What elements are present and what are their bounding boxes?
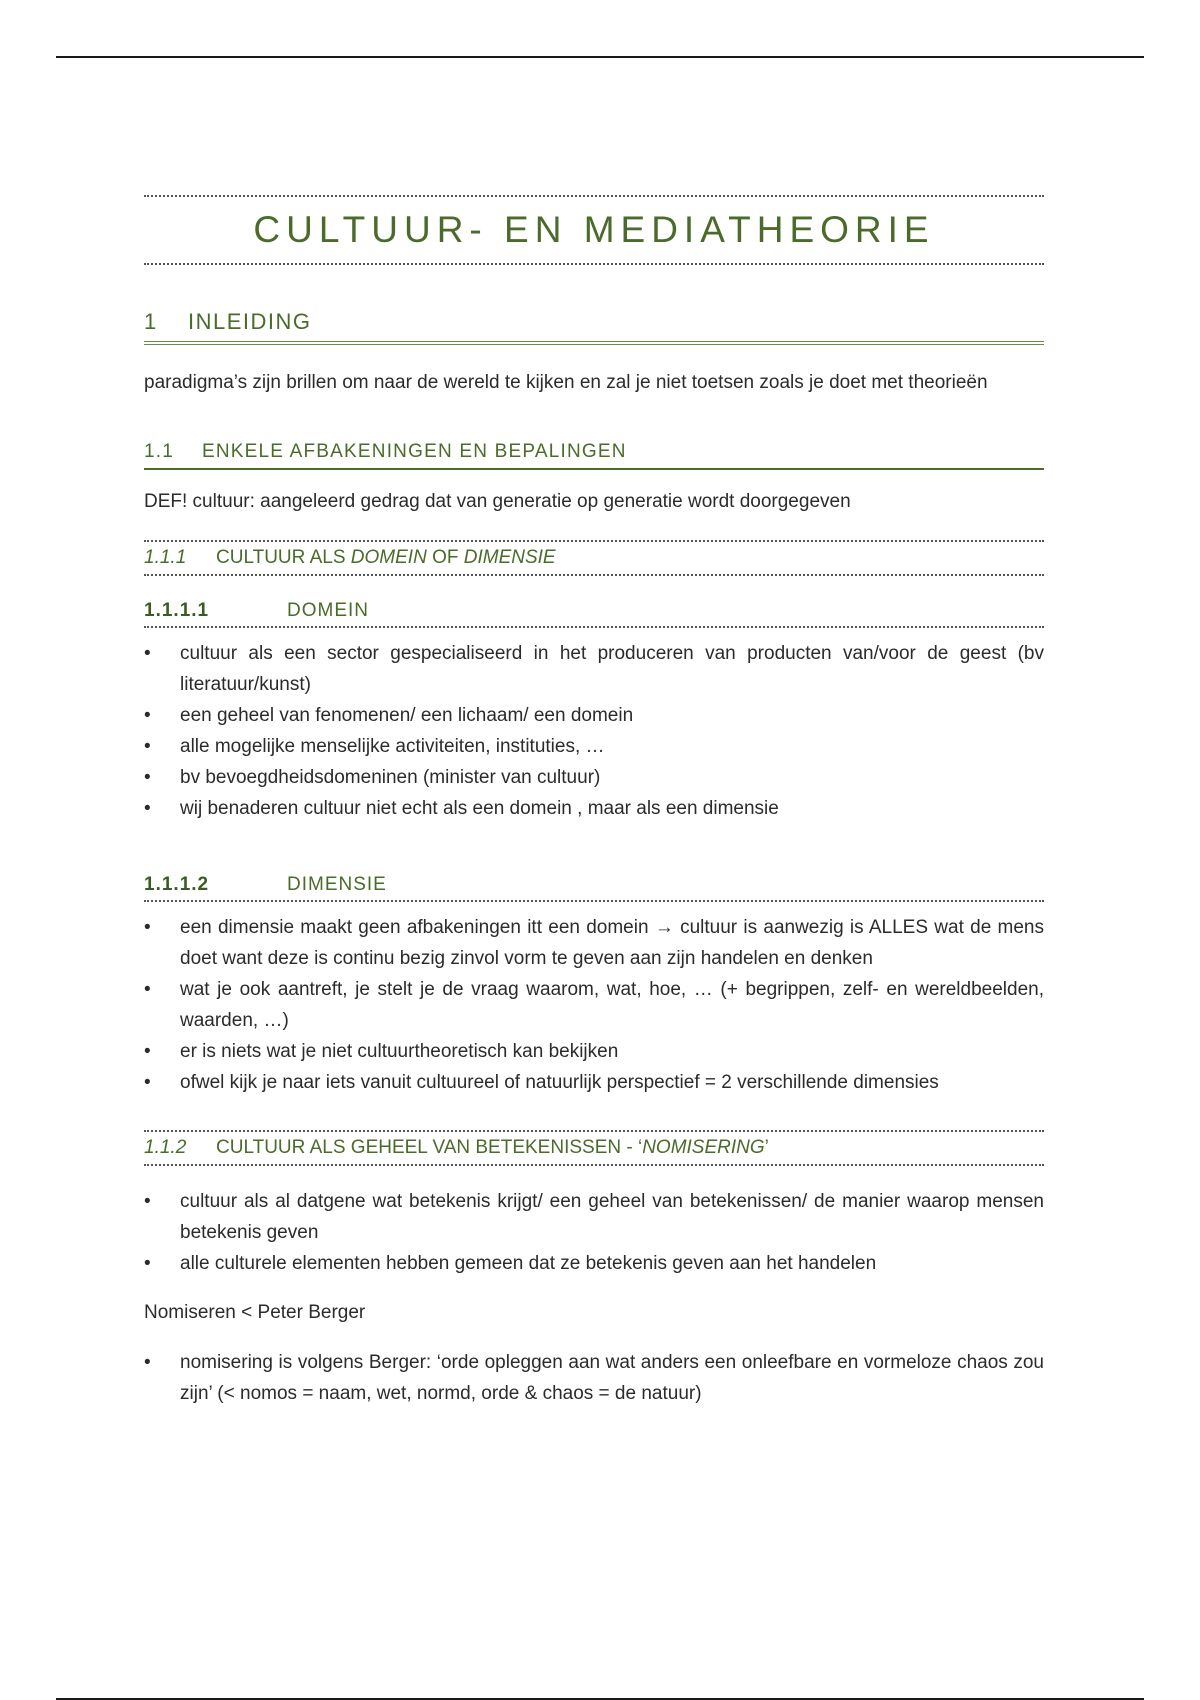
list-item: • alle culturele elementen hebben gemeen dat ze betekenis geven aan het handelen — [144, 1248, 1044, 1279]
list-item: • cultuur als al datgene wat betekenis krijgt/ een geheel van betekenissen/ de manier waarop mensen betekenis geven — [144, 1186, 1044, 1248]
heading-1-1-2-text — [216, 1137, 769, 1159]
list-item: • alle mogelijke menselijke activiteiten, instituties, … — [144, 731, 1044, 762]
heading-1-1-1 — [144, 540, 1044, 576]
list-item — [144, 912, 1044, 974]
heading-1-1-1-1 — [144, 600, 1044, 628]
heading-text-part: OF — [426, 547, 464, 568]
document-title: CULTUUR- EN MEDIATHEORIE — [253, 209, 935, 250]
betekenis-bullet-list — [144, 1186, 1044, 1279]
heading-1-1-1-1-text: DOMEIN — [287, 600, 369, 621]
heading-1-1-1-2-number: 1.1.1.2 — [144, 874, 210, 895]
title-block — [144, 195, 1044, 265]
arrow-right-icon: → — [654, 917, 674, 938]
heading-emphasis: DIMENSIE — [463, 547, 556, 568]
heading-emphasis: NOMISERING — [642, 1137, 765, 1158]
heading-text-part: ’ — [764, 1137, 769, 1158]
heading-1-text: INLEIDING — [188, 309, 312, 334]
heading-1-1-1-2 — [144, 874, 1044, 902]
list-item-text: een dimensie maakt geen afbakeningen itt een domein — [180, 917, 655, 938]
heading-emphasis: DOMEIN — [350, 547, 427, 568]
domein-bullet-list — [144, 638, 1044, 824]
list-item: • wij benaderen cultuur niet echt als een domein , maar als een dimensie — [144, 793, 1044, 824]
heading-1-1-1-text — [216, 547, 556, 569]
list-item: • een geheel van fenomenen/ een lichaam/ een domein — [144, 700, 1044, 731]
dimensie-bullet-list — [144, 912, 1044, 1098]
heading-1-1-1-number: 1.1.1 — [144, 547, 187, 568]
list-item: • cultuur als een sector gespecialiseerd in het produceren van producten van/voor de geest (bv literatuur/kunst) — [144, 638, 1044, 700]
heading-1 — [144, 309, 1044, 345]
heading-1-1 — [144, 441, 1044, 470]
heading-1-1-1-2-text: DIMENSIE — [287, 874, 387, 895]
nomiseren-paragraph: Nomiseren < Peter Berger — [144, 1302, 366, 1323]
intro-paragraph: paradigma’s zijn brillen om naar de wereld te kijken en zal je niet toetsen zoals je doet met theorieën — [144, 372, 988, 393]
page-top-rule — [56, 56, 1144, 58]
list-item: • ofwel kijk je naar iets vanuit cultuureel of natuurlijk perspectief = 2 verschillende dimensies — [144, 1067, 1044, 1098]
heading-text-part: CULTUUR ALS GEHEEL VAN BETEKENISSEN - ‘ — [216, 1137, 643, 1158]
list-item: • nomisering is volgens Berger: ‘orde opleggen aan wat anders een onleefbare en vormeloze chaos zou zijn’ (< nomos = naam, wet, normd, orde & chaos = de natuur) — [144, 1347, 1044, 1409]
document-body — [144, 195, 1044, 1409]
heading-text-part: CULTUUR ALS — [216, 547, 351, 568]
list-item: • bv bevoegdheidsdomeninen (minister van cultuur) — [144, 762, 1044, 793]
heading-1-1-number: 1.1 — [144, 441, 175, 462]
list-item: • er is niets wat je niet cultuurtheoretisch kan bekijken — [144, 1036, 1044, 1067]
heading-1-number: 1 — [144, 309, 158, 334]
heading-1-1-2-number: 1.1.2 — [144, 1137, 187, 1158]
heading-1-1-text: ENKELE AFBAKENINGEN EN BEPALINGEN — [202, 441, 627, 462]
heading-1-1-1-1-number: 1.1.1.1 — [144, 600, 210, 621]
berger-bullet-list — [144, 1347, 1044, 1409]
definition-paragraph: DEF! cultuur: aangeleerd gedrag dat van generatie op generatie wordt doorgegeven — [144, 491, 851, 512]
heading-1-1-2 — [144, 1130, 1044, 1166]
list-item: • wat je ook aantreft, je stelt je de vraag waarom, wat, hoe, … (+ begrippen, zelf- en wereldbeelden, waarden, …) — [144, 974, 1044, 1036]
list-item-text: cultuur is aanwezig is ALLES wat de mens doet want deze is continu bezig zinvol vorm te geven aan zijn handelen en denken — [180, 917, 1044, 969]
